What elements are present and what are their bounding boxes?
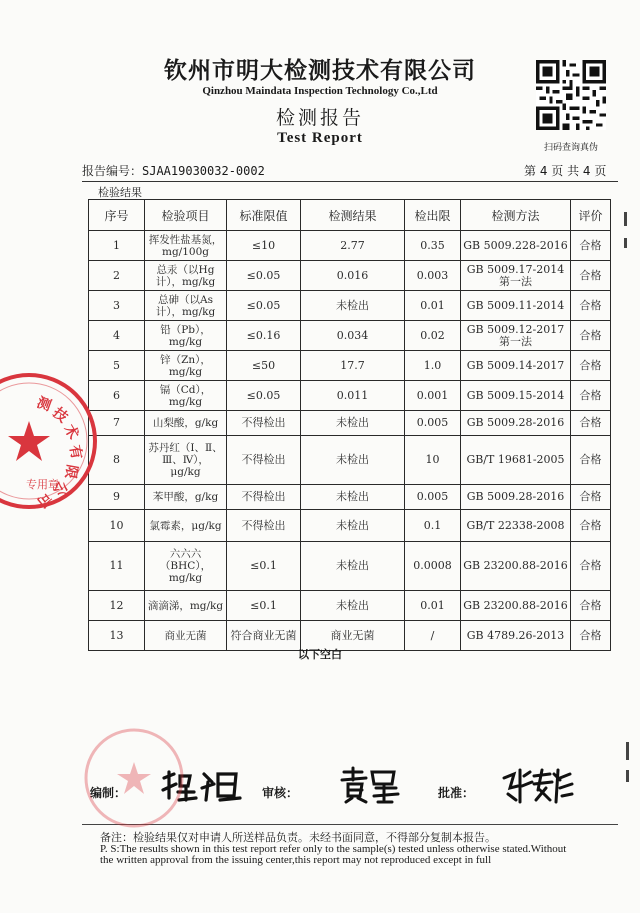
table-row bbox=[89, 591, 611, 621]
cell-evaluation: 合格 bbox=[571, 231, 611, 261]
table-row bbox=[89, 291, 611, 321]
cell-no: 3 bbox=[89, 291, 145, 321]
company-name-en: Qinzhou Maindata Inspection Technology Co.,Ltd bbox=[202, 85, 438, 97]
table-row bbox=[89, 411, 611, 436]
cell-method: GB 5009.15-2014 bbox=[461, 381, 571, 411]
blank-below-note: 以下空白 bbox=[298, 648, 342, 661]
cell-method: GB/T 22338-2008 bbox=[461, 510, 571, 542]
cell-item: 滴滴涕，mg/kg bbox=[145, 591, 227, 621]
approved-by-label: 批准： bbox=[438, 786, 475, 800]
official-stamp bbox=[0, 366, 104, 516]
cell-no: 13 bbox=[89, 621, 145, 651]
cell-detection-limit: 0.0008 bbox=[405, 542, 461, 591]
table-row bbox=[89, 510, 611, 542]
cell-method: GB 23200.88-2016 bbox=[461, 542, 571, 591]
cell-limit: ≤0.05 bbox=[227, 381, 301, 411]
cell-item: 氯霉素，μg/kg bbox=[145, 510, 227, 542]
cell-result: 17.7 bbox=[301, 351, 405, 381]
svg-text:司: 司 bbox=[33, 488, 55, 511]
cell-result: 未检出 bbox=[301, 510, 405, 542]
edge-mark bbox=[626, 770, 629, 782]
cell-method: GB 5009.228-2016 bbox=[461, 231, 571, 261]
cell-detection-limit: 0.02 bbox=[405, 321, 461, 351]
header-method: 检测方法 bbox=[461, 200, 571, 231]
edge-mark bbox=[626, 742, 629, 760]
svg-text:专用章: 专用章 bbox=[26, 478, 59, 491]
edge-mark bbox=[624, 212, 627, 226]
cell-limit: ≤0.16 bbox=[227, 321, 301, 351]
cell-result: 未检出 bbox=[301, 591, 405, 621]
table-row bbox=[89, 381, 611, 411]
cell-evaluation: 合格 bbox=[571, 621, 611, 651]
cell-detection-limit: 0.005 bbox=[405, 411, 461, 436]
qr-caption: 扫码查询真伪 bbox=[543, 143, 598, 153]
cell-method: GB 23200.88-2016 bbox=[461, 591, 571, 621]
report-title-cn: 检测报告 bbox=[275, 107, 364, 129]
cell-evaluation: 合格 bbox=[571, 291, 611, 321]
qr-code-icon[interactable] bbox=[536, 60, 606, 130]
remark-en: P. S:The results shown in this test report refer only to the sample(s) tested unless otherwise stated.Without the written approval from the issuing center,this report may not reproduced except in full bbox=[100, 843, 567, 866]
cell-limit: ≤0.05 bbox=[227, 261, 301, 291]
cell-result: 0.016 bbox=[301, 261, 405, 291]
cell-result: 未检出 bbox=[301, 485, 405, 510]
cell-evaluation: 合格 bbox=[571, 436, 611, 485]
page-indicator: 第 4 页 共 4 页 bbox=[524, 164, 607, 178]
cell-evaluation: 合格 bbox=[571, 261, 611, 291]
reviewed-signature bbox=[340, 766, 400, 806]
svg-text:术: 术 bbox=[60, 422, 82, 443]
cell-limit: 不得检出 bbox=[227, 510, 301, 542]
cell-result: 未检出 bbox=[301, 436, 405, 485]
cell-no: 11 bbox=[89, 542, 145, 591]
cell-detection-limit: 1.0 bbox=[405, 351, 461, 381]
header-result: 检测结果 bbox=[301, 200, 405, 231]
cell-item: 镉（Cd），mg/kg bbox=[145, 381, 227, 411]
cell-limit: 不得检出 bbox=[227, 485, 301, 510]
table-header-row bbox=[89, 200, 611, 231]
cell-item: 锌（Zn），mg/kg bbox=[145, 351, 227, 381]
edge-mark bbox=[624, 238, 627, 248]
cell-result: 未检出 bbox=[301, 291, 405, 321]
cell-no: 12 bbox=[89, 591, 145, 621]
cell-method: GB 5009.11-2014 bbox=[461, 291, 571, 321]
cell-detection-limit: / bbox=[405, 621, 461, 651]
cell-method: GB 5009.14-2017 bbox=[461, 351, 571, 381]
cell-limit: ≤0.05 bbox=[227, 291, 301, 321]
table-row bbox=[89, 436, 611, 485]
cell-item: 六六六（BHC），mg/kg bbox=[145, 542, 227, 591]
svg-text:公: 公 bbox=[49, 478, 71, 499]
cell-no: 10 bbox=[89, 510, 145, 542]
cell-no: 9 bbox=[89, 485, 145, 510]
cell-method: GB/T 19681-2005 bbox=[461, 436, 571, 485]
cell-method: GB 5009.12-2017 第一法 bbox=[461, 321, 571, 351]
cell-detection-limit: 10 bbox=[405, 436, 461, 485]
table-row bbox=[89, 542, 611, 591]
cell-method: GB 5009.17-2014 第一法 bbox=[461, 261, 571, 291]
table-row bbox=[89, 351, 611, 381]
cell-item: 铅（Pb），mg/kg bbox=[145, 321, 227, 351]
svg-text:测: 测 bbox=[34, 394, 54, 415]
cell-no: 8 bbox=[89, 436, 145, 485]
cell-no: 4 bbox=[89, 321, 145, 351]
cell-limit: ≤50 bbox=[227, 351, 301, 381]
cell-result: 0.011 bbox=[301, 381, 405, 411]
cell-evaluation: 合格 bbox=[571, 351, 611, 381]
cell-no: 7 bbox=[89, 411, 145, 436]
svg-text:有: 有 bbox=[66, 443, 85, 461]
cell-result: 未检出 bbox=[301, 542, 405, 591]
company-name-cn: 钦州市明大检测技术有限公司 bbox=[164, 58, 476, 84]
cell-detection-limit: 0.35 bbox=[405, 231, 461, 261]
cell-item: 苏丹红（Ⅰ、Ⅱ、Ⅲ、Ⅳ），μg/kg bbox=[145, 436, 227, 485]
cell-limit: ≤10 bbox=[227, 231, 301, 261]
cell-detection-limit: 0.01 bbox=[405, 291, 461, 321]
cell-result: 0.034 bbox=[301, 321, 405, 351]
results-table bbox=[88, 199, 611, 651]
cell-evaluation: 合格 bbox=[571, 485, 611, 510]
cell-detection-limit: 0.003 bbox=[405, 261, 461, 291]
cell-limit: ≤0.1 bbox=[227, 542, 301, 591]
cell-no: 1 bbox=[89, 231, 145, 261]
table-row bbox=[89, 485, 611, 510]
cell-evaluation: 合格 bbox=[571, 591, 611, 621]
header-evaluation: 评价 bbox=[571, 200, 611, 231]
cell-detection-limit: 0.01 bbox=[405, 591, 461, 621]
header-no: 序号 bbox=[89, 200, 145, 231]
header-limit: 标准限值 bbox=[227, 200, 301, 231]
cell-item: 山梨酸，g/kg bbox=[145, 411, 227, 436]
cell-detection-limit: 0.005 bbox=[405, 485, 461, 510]
report-title-en: Test Report bbox=[277, 130, 363, 146]
cell-item: 商业无菌 bbox=[145, 621, 227, 651]
cell-detection-limit: 0.1 bbox=[405, 510, 461, 542]
cell-method: GB 5009.28-2016 bbox=[461, 485, 571, 510]
remark-cn: 备注：检验结果仅对申请人所送样品负责。未经书面同意，不得部分复制本报告。 bbox=[100, 831, 496, 844]
cell-item: 总汞（以Hg计），mg/kg bbox=[145, 261, 227, 291]
cell-no: 6 bbox=[89, 381, 145, 411]
cell-result: 2.77 bbox=[301, 231, 405, 261]
header-item: 检验项目 bbox=[145, 200, 227, 231]
report-number: 报告编号：SJAA19030032-0002 bbox=[82, 164, 265, 178]
svg-text:技: 技 bbox=[49, 404, 71, 427]
prepared-by-label: 编制： bbox=[90, 786, 127, 800]
cell-item: 苯甲酸，g/kg bbox=[145, 485, 227, 510]
cell-evaluation: 合格 bbox=[571, 381, 611, 411]
table-row bbox=[89, 261, 611, 291]
cell-no: 2 bbox=[89, 261, 145, 291]
approved-signature bbox=[500, 766, 574, 806]
cell-no: 5 bbox=[89, 351, 145, 381]
cell-detection-limit: 0.001 bbox=[405, 381, 461, 411]
cell-method: GB 4789.26-2013 bbox=[461, 621, 571, 651]
svg-text:限: 限 bbox=[61, 463, 80, 480]
header-detection-limit: 检出限 bbox=[405, 200, 461, 231]
cell-result: 未检出 bbox=[301, 411, 405, 436]
section-label: 检验结果 bbox=[98, 186, 142, 199]
cell-evaluation: 合格 bbox=[571, 411, 611, 436]
cell-limit: 不得检出 bbox=[227, 436, 301, 485]
table-row bbox=[89, 321, 611, 351]
header-divider bbox=[82, 181, 618, 182]
cell-result: 商业无菌 bbox=[301, 621, 405, 651]
faint-stamp bbox=[74, 718, 194, 828]
cell-method: GB 5009.28-2016 bbox=[461, 411, 571, 436]
cell-evaluation: 合格 bbox=[571, 510, 611, 542]
cell-limit: 符合商业无菌 bbox=[227, 621, 301, 651]
cell-item: 总砷（以As计），mg/kg bbox=[145, 291, 227, 321]
cell-item: 挥发性盐基氮，mg/100g bbox=[145, 231, 227, 261]
table-row bbox=[89, 231, 611, 261]
reviewed-by-label: 审核： bbox=[262, 786, 299, 800]
cell-evaluation: 合格 bbox=[571, 321, 611, 351]
cell-limit: 不得检出 bbox=[227, 411, 301, 436]
cell-evaluation: 合格 bbox=[571, 542, 611, 591]
cell-limit: ≤0.1 bbox=[227, 591, 301, 621]
